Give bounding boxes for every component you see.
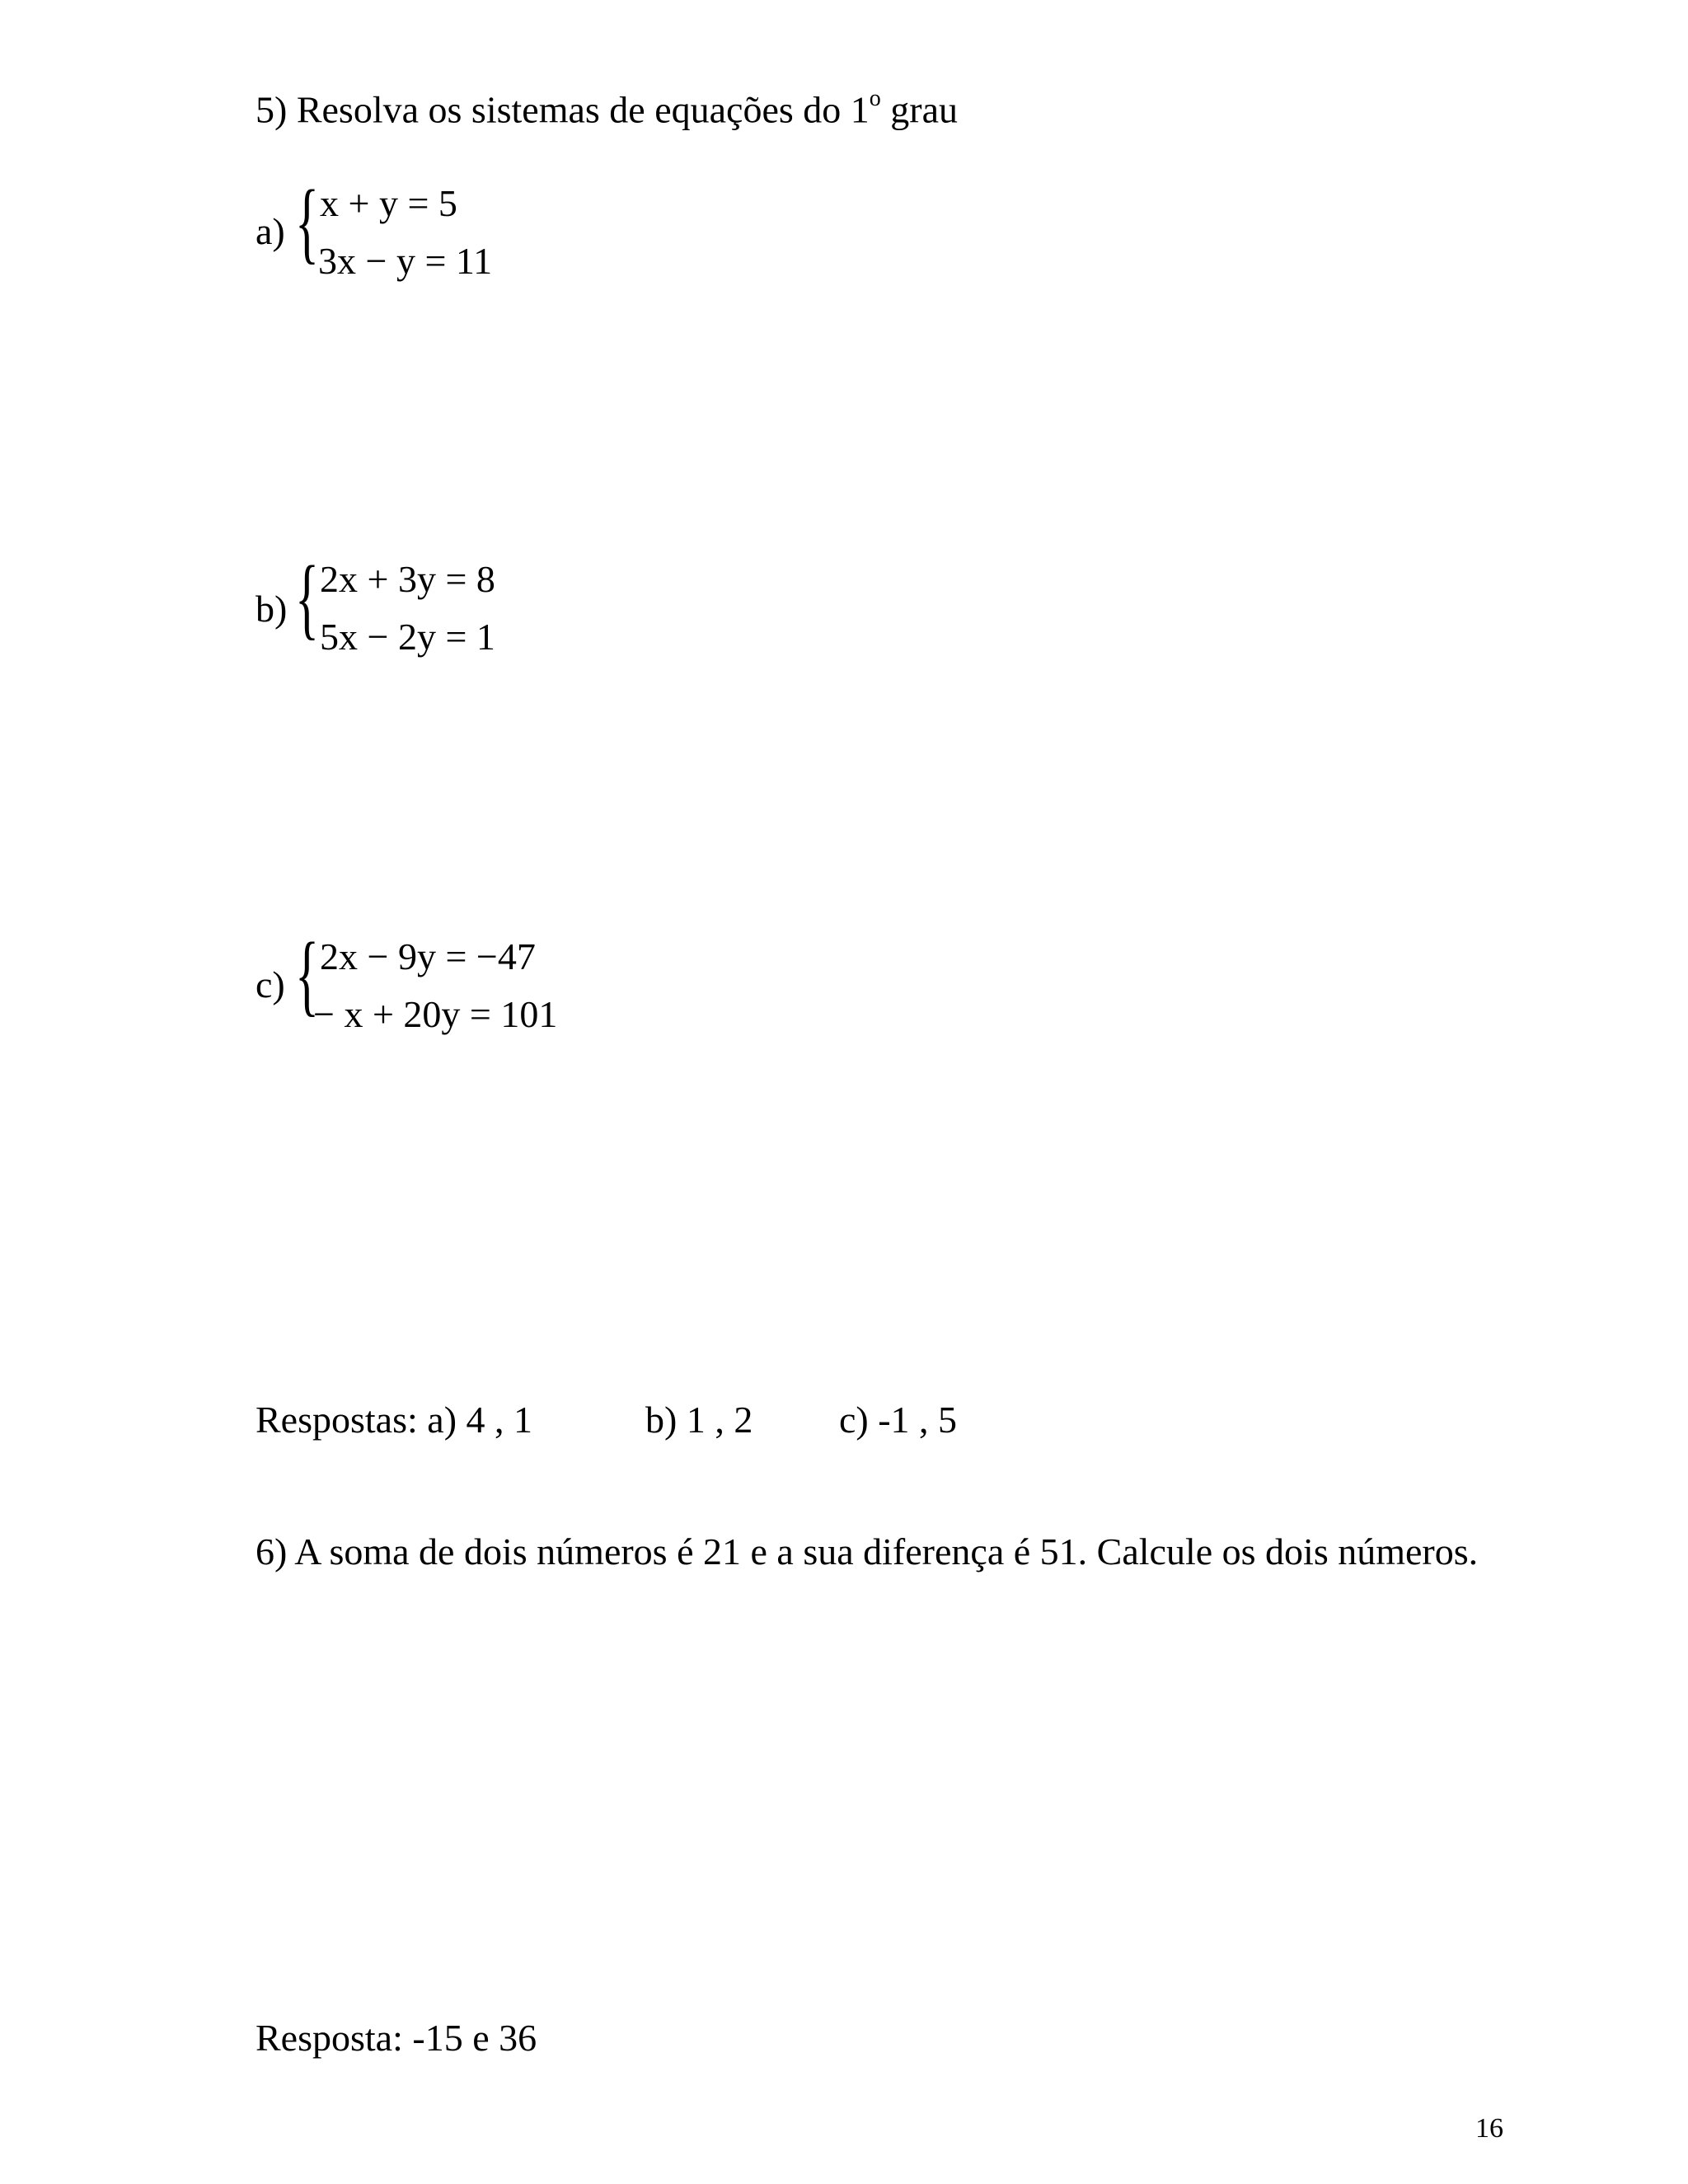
system-a-equation-2: 3x − y = 11 [318, 240, 493, 282]
exercise-6-text: 6) A soma de dois números é 21 e a sua diferença é 51. Calcule os dois números. [256, 1530, 1479, 1572]
heading-text: 5) Resolva os sistemas de equações do 1 [256, 88, 870, 131]
answers-c: c) -1 , 5 [839, 1399, 958, 1441]
system-c-equation-1: 2x − 9y = −47 [320, 935, 536, 977]
system-c-equation-2: − x + 20y = 101 [313, 993, 558, 1035]
system-b-equation-1: 2x + 3y = 8 [320, 558, 495, 600]
heading-suffix: grau [880, 88, 959, 131]
page-number: 16 [1475, 2113, 1503, 2144]
system-b-label: b) [256, 588, 288, 630]
system-a-label: a) [256, 210, 285, 252]
system-a-equation-1: x + y = 5 [320, 182, 457, 224]
answers-a: Respostas: a) 4 , 1 [256, 1399, 533, 1441]
brace-icon: { [295, 924, 320, 1024]
ordinal-superscript: o [869, 86, 881, 111]
system-b-equation-2: 5x − 2y = 1 [320, 616, 495, 658]
answers-b: b) 1 , 2 [645, 1399, 753, 1441]
brace-icon: { [295, 171, 320, 272]
exercise-5-heading [256, 86, 959, 131]
system-c-label: c) [256, 963, 285, 1005]
brace-icon: { [295, 547, 320, 648]
exercise-6-answer: Resposta: -15 e 36 [256, 2017, 537, 2059]
